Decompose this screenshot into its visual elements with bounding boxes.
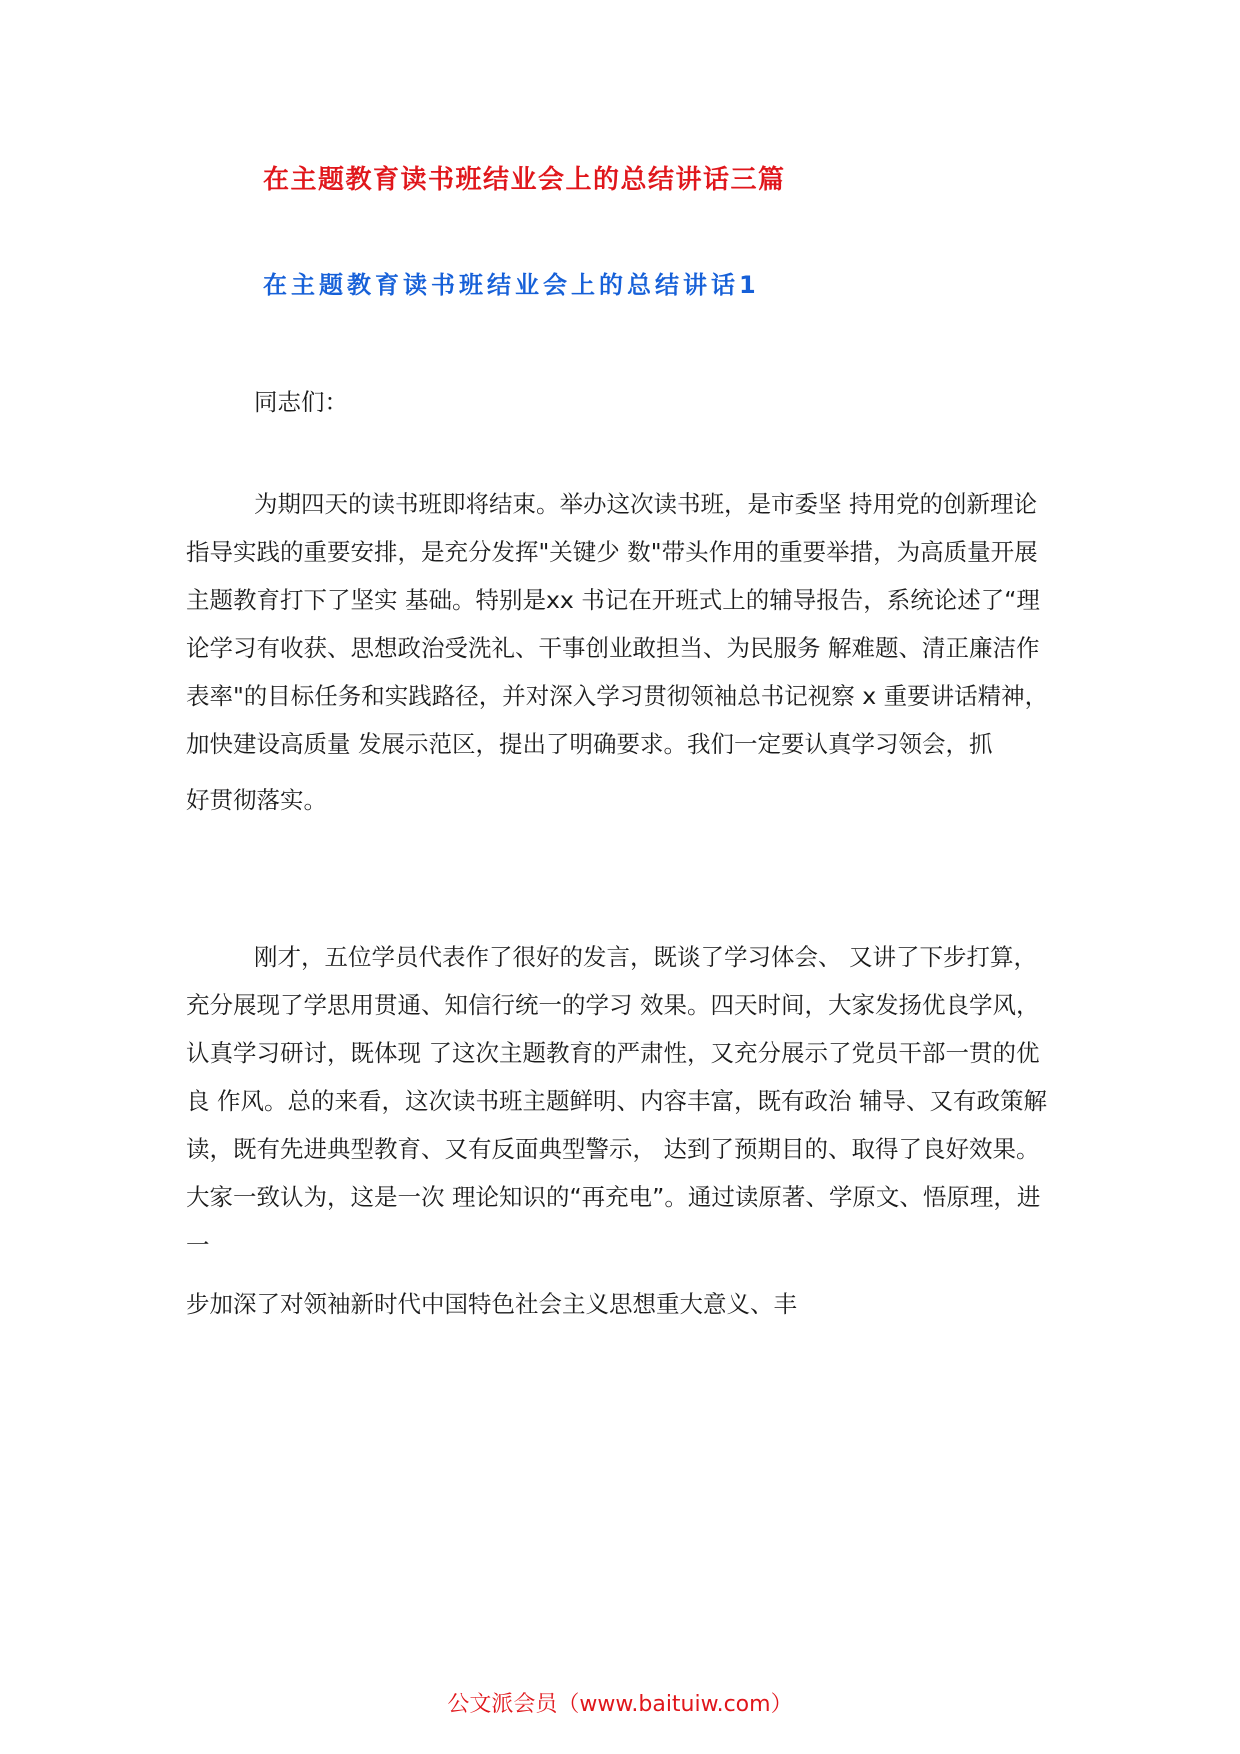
paragraph-2-continuation: 步加深了对领袖新时代中国特色社会主义思想重大意义、丰: [186, 1290, 797, 1318]
footer-watermark: 公文派会员（www.baituiw.com）: [447, 1692, 793, 1717]
paragraph-1: 为期四天的读书班即将结束。举办这次读书班，是市委坚 持用党的创新理论指导实践的重要安排，是充分发挥"关键少 数"带头作用的重要举措，为高质量开展主题教育打下了坚实 基础。特别是xx 书记在开班式上的辅导报告，系统论述了“理 论学习有收获、思想政治受洗礼、干事创业敢担当、为民服务 解难题、清正廉洁作表率"的目标任务和实践路径，并对深入学习贯彻领袖总书记视察 x 重要讲话精神，加快建设高质量 发展示范区，提出了明确要求。我们一定要认真学习领会，抓: [186, 490, 1049, 758]
salutation: 同志们：: [254, 388, 348, 416]
paragraph-2: 刚才，五位学员代表作了很好的发言，既谈了学习体会、 又讲了下步打算，充分展现了学思用贯通、知信行统一的学习 效果。四天时间，大家发扬优良学风，认真学习研讨，既体现 了这次主题教育的严肃性，又充分展示了党员干部一贯的优良 作风。总的来看，这次读书班主题鲜明、内容丰富，既有政治 辅导、又有政策解读，既有先进典型教育、又有反面典型警示， 达到了预期目的、取得了良好效果。大家一致认为，这是一次 理论知识的“再充电”。通过读原著、学原文、悟原理，进一: [186, 943, 1047, 1259]
paragraph-1-continuation: 好贯彻落实。: [186, 786, 327, 814]
document-subtitle: 在主题教育读书班结业会上的总结讲话1: [263, 271, 760, 299]
document-title: 在主题教育读书班结业会上的总结讲话三篇: [263, 165, 786, 195]
